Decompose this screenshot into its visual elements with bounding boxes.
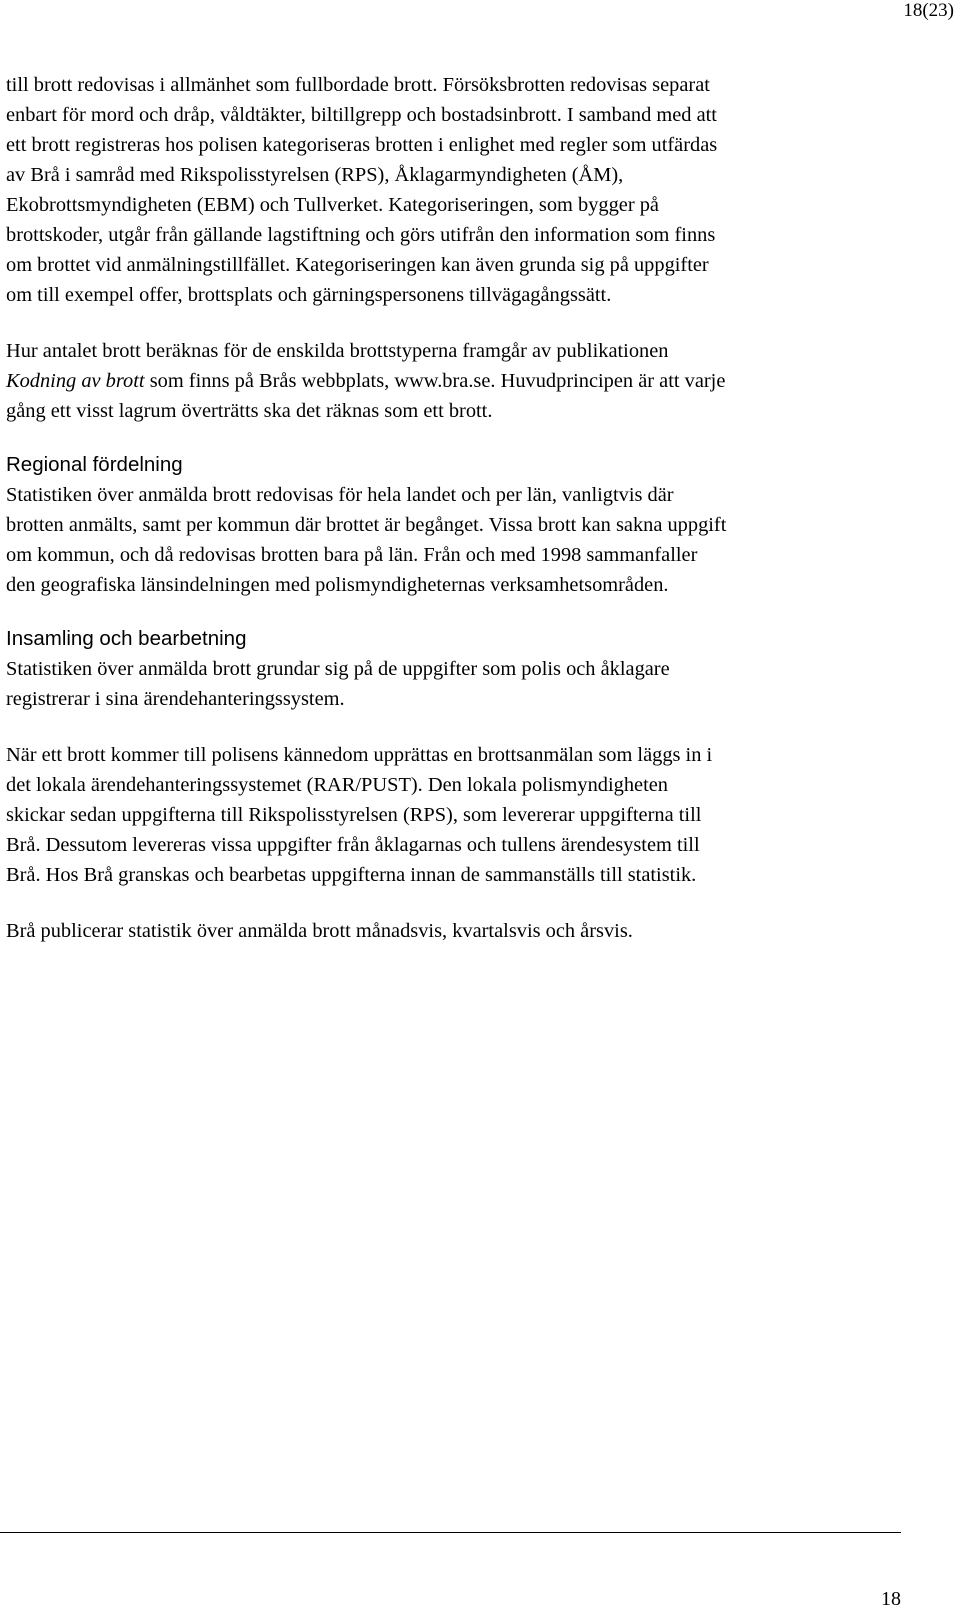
paragraph-reporting-flow (6, 740, 896, 890)
text-line: Statistiken över anmälda brott redovisas för hela landet och per län, vanligtvis där (6, 484, 674, 506)
footer-page-number: 18 (881, 1588, 901, 1610)
text-line: gång ett visst lagrum överträtts ska det räknas som ett brott. (6, 400, 493, 422)
section-heading-collection: Insamling och bearbetning (6, 627, 247, 650)
text-line: ett brott registreras hos polisen kategoriseras brotten i enlighet med regler som utfärdas (6, 134, 718, 156)
text-line: om till exempel offer, brottsplats och gärningspersonens tillvägagångssätt. (6, 284, 612, 306)
text-line: det lokala ärendehanteringssystemet (RAR/PUST). Den lokala polismyndigheten (6, 774, 668, 796)
paragraph-publication (6, 916, 896, 946)
text-line: den geografiska länsindelningen med polismyndigheternas verksamhetsområden. (6, 574, 669, 596)
footer-divider (0, 1532, 901, 1533)
text-line: Ekobrottsmyndigheten (EBM) och Tullverket. Kategoriseringen, som bygger på (6, 194, 659, 216)
document-body (6, 70, 896, 946)
text-line (6, 366, 896, 396)
text-fragment: som finns på Brås webbplats, www.bra.se. Huvudprincipen är att varje (144, 370, 726, 392)
paragraph-categorization (6, 70, 896, 310)
text-line: enbart för mord och dråp, våldtäkter, biltillgrepp och bostadsinbrott. I samband med att (6, 104, 717, 126)
text-line: om brottet vid anmälningstillfället. Kategoriseringen kan även grunda sig på uppgifter (6, 254, 709, 276)
text-line: brotten anmälts, samt per kommun där brottet är begånget. Vissa brott kan sakna uppgift (6, 514, 727, 536)
text-line: av Brå i samråd med Rikspolisstyrelsen (RPS), Åklagarmyndigheten (ÅM), (6, 164, 624, 186)
paragraph-counting (6, 336, 896, 426)
section-heading-regional: Regional fördelning (6, 453, 183, 476)
publication-title: Kodning av brott (6, 370, 145, 392)
text-line: till brott redovisas i allmänhet som fullbordade brott. Försöksbrotten redovisas separat (6, 74, 710, 96)
paragraph-collection (6, 654, 896, 714)
text-line: När ett brott kommer till polisens kännedom upprättas en brottsanmälan som läggs in i (6, 744, 713, 766)
text-line: brottskoder, utgår från gällande lagstiftning och görs utifrån den information som finns (6, 224, 716, 246)
text-line: Brå. Hos Brå granskas och bearbetas uppgifterna innan de sammanställs till statistik. (6, 864, 697, 886)
paragraph-regional (6, 480, 896, 600)
text-line: Brå publicerar statistik över anmälda brott månadsvis, kvartalsvis och årsvis. (6, 920, 633, 942)
page-indicator: 18(23) (903, 0, 954, 21)
text-line: skickar sedan uppgifterna till Rikspolisstyrelsen (RPS), som levererar uppgifterna till (6, 804, 702, 826)
text-line: Hur antalet brott beräknas för de enskilda brottstyperna framgår av publikationen (6, 340, 669, 362)
text-line: om kommun, och då redovisas brotten bara på län. Från och med 1998 sammanfaller (6, 544, 698, 566)
text-line: Brå. Dessutom levereras vissa uppgifter från åklagarnas och tullens ärendesystem till (6, 834, 700, 856)
text-line: registrerar i sina ärendehanteringssystem. (6, 688, 345, 710)
text-line: Statistiken över anmälda brott grundar sig på de uppgifter som polis och åklagare (6, 658, 670, 680)
